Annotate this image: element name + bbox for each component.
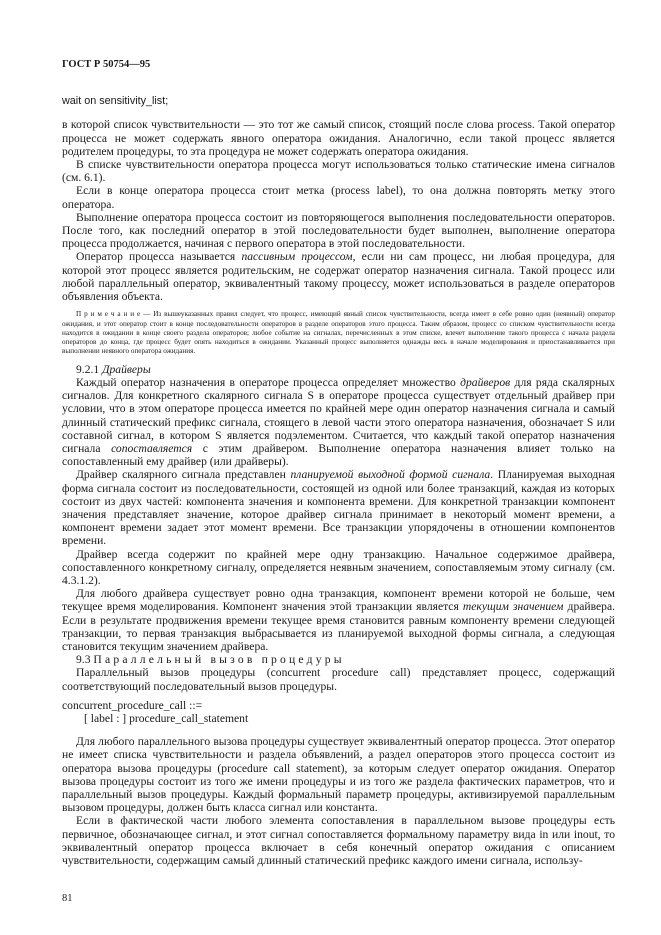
section-heading-9-2-1: 9.2.1 Драйверы — [76, 362, 151, 376]
section-heading-9-3: 9.3 Параллельный вызов процедуры — [76, 653, 345, 667]
paragraph: Драйвер всегда содержит по крайней мере одну транзакцию. Начальное содержимое драйвера, сопоставленного конкретному сигналу, определяется неявным значением, сопоставляемым этому сигналу (см. 4.3.1.2). — [62, 547, 615, 587]
paragraph: Выполнение оператора процесса состоит из повторяющегося выполнения последовательности операторов. После того, как последний оператор в этой последовательности будет выполнен, выполнение оператора процесса продолжается, начиная с первого оператора в этой последовательности. — [62, 210, 615, 251]
paragraph: Если в фактической части любого элемента сопоставления в параллельном вызове процедуры есть первичное, обозначающее сигнал, и этот сигнал сопоставляется формальному параметру вида in или inout, то эквивалентный оператор процесса включает в себя конечный оператор ожидания с описанием чувствительности, содержащим самый длинный статический префикс каждого имени сигнала, использу- — [62, 814, 615, 868]
paragraph: Для любого драйвера существует ровно одна транзакция, компонент времени которой не больше, чем текущее время моделирования. Компонент значения этой транзакции является текущим значением драйвера. Если в результате продвижения времени текущее время становится равным компоненту времени следующей транзакции, то первая транзакция выбрасывается из планируемой выходной формы сигнала, а следующая становится текущим значением драйвера. — [62, 587, 615, 653]
paragraph: Для любого параллельного вызова процедуры существует эквивалентный оператор процесса. Этот оператор не имеет списка чувствительности и раздела объявлений, а раздел операторов этого процесса состоит из оператора вызова процедуры (procedure call statement), за которым следует оператор ожидания. Оператор вызова процедуры состоит из того же имени процедуры и из того же раздела фактических параметров, что и параллельный вызов процедуры. Каждый формальный параметр процедуры, активизируемой параллельным вызовом процедуры, должен быть класса сигнал или константа. — [62, 735, 615, 815]
note-block — [62, 310, 615, 356]
document-page — [62, 58, 615, 867]
paragraph: Если в конце оператора процесса стоит метка (process label), то она должна повторять метку этого оператора. — [62, 184, 615, 211]
code-wait-statement: wait on sensitivity_list; — [62, 95, 169, 108]
paragraph: Драйвер скалярного сигнала представлен планируемой выходной формой сигнала. Планируемая выходная форма сигнала состоит из последовательности, состоящей из одной или более транзакций, каждая из которых состоит из двух частей: компонента значения и компонента времени. Для конкретной транзакции компонент значения представляет значение, которое драйвер сигнала принимает в некоторый момент времени, а компонент времени задает этот момент времени. Все транзакции упорядочены в отношении компонентов времени. — [62, 468, 615, 548]
code-grammar-line-1: concurrent_procedure_call ::= — [62, 698, 203, 712]
paragraph: Каждый оператор назначения в операторе процесса определяет множество драйверов для ряда скалярных сигналов. Для конкретного скалярного сигнала S в операторе процесса существует отдельный драйвер при условии, что в этом операторе процесса имеется по крайней мере один оператор назначения сигнала и самый длинный статический префикс сигнала, стоящего в левой части этого оператора назначения, обозначает S или составной сигнал, в котором S является подэлементом. Считается, что каждый такой оператор назначения сигнала сопоставляется с этим драйвером. Выполнение оператора назначения влияет только на сопоставленный ему драйвер (или драйверы). — [62, 375, 615, 469]
code-grammar-line-2: [ label : ] procedure_call_statement — [84, 712, 249, 726]
standard-header: ГОСТ Р 50754—95 — [62, 59, 151, 70]
note-text: П р и м е ч а н и е — Из вышеуказанных правил следует, что процесс, имеющий явный список чувствительности, всегда имеет в себе ровно один (неявный) оператор ожидания, и этот оператор стоит в конце последовательности операторов в разделе операторов этого процесса. Таким образом, процесс со списком чувствительности всегда находится в ожидании в конце своего раздела операторов; любое событие на сигналах, перечисленных в этом списке, влечет выполнение такого процесса с начала раздела операторов до конца, где процесс будет опять находиться в ожидании. Указанный процесс выполняется однажды весь в начале моделирования и приостанавливается при выполнении неявного оператора ожидания. — [62, 310, 615, 356]
paragraph: Оператор процесса называется пассивным процессом, если ни сам процесс, ни любая процедура, для которой этот процесс является родительским, не содержат оператор назначения сигнала. Такой процесс или любой параллельный оператор, эквивалентный такому процессу, может использоваться в разделе операторов объявления объекта. — [62, 250, 616, 304]
paragraph: Параллельный вызов процедуры (concurrent procedure call) представляет процесс, содержащий соответствующий последовательный вызов процедуры. — [62, 666, 615, 693]
page-number: 81 — [62, 893, 73, 904]
paragraph: В списке чувствительности оператора процесса могут использоваться только статические имена сигналов (см. 6.1). — [62, 158, 615, 185]
paragraph: в которой список чувствительности — это тот же самый список, стоящий после слова process. Такой оператор процесса не может содержать явного оператора ожидания. Аналогично, если такой процесс является родителем процедуры, то эта процедура не может содержать оператора ожидания. — [62, 118, 615, 158]
